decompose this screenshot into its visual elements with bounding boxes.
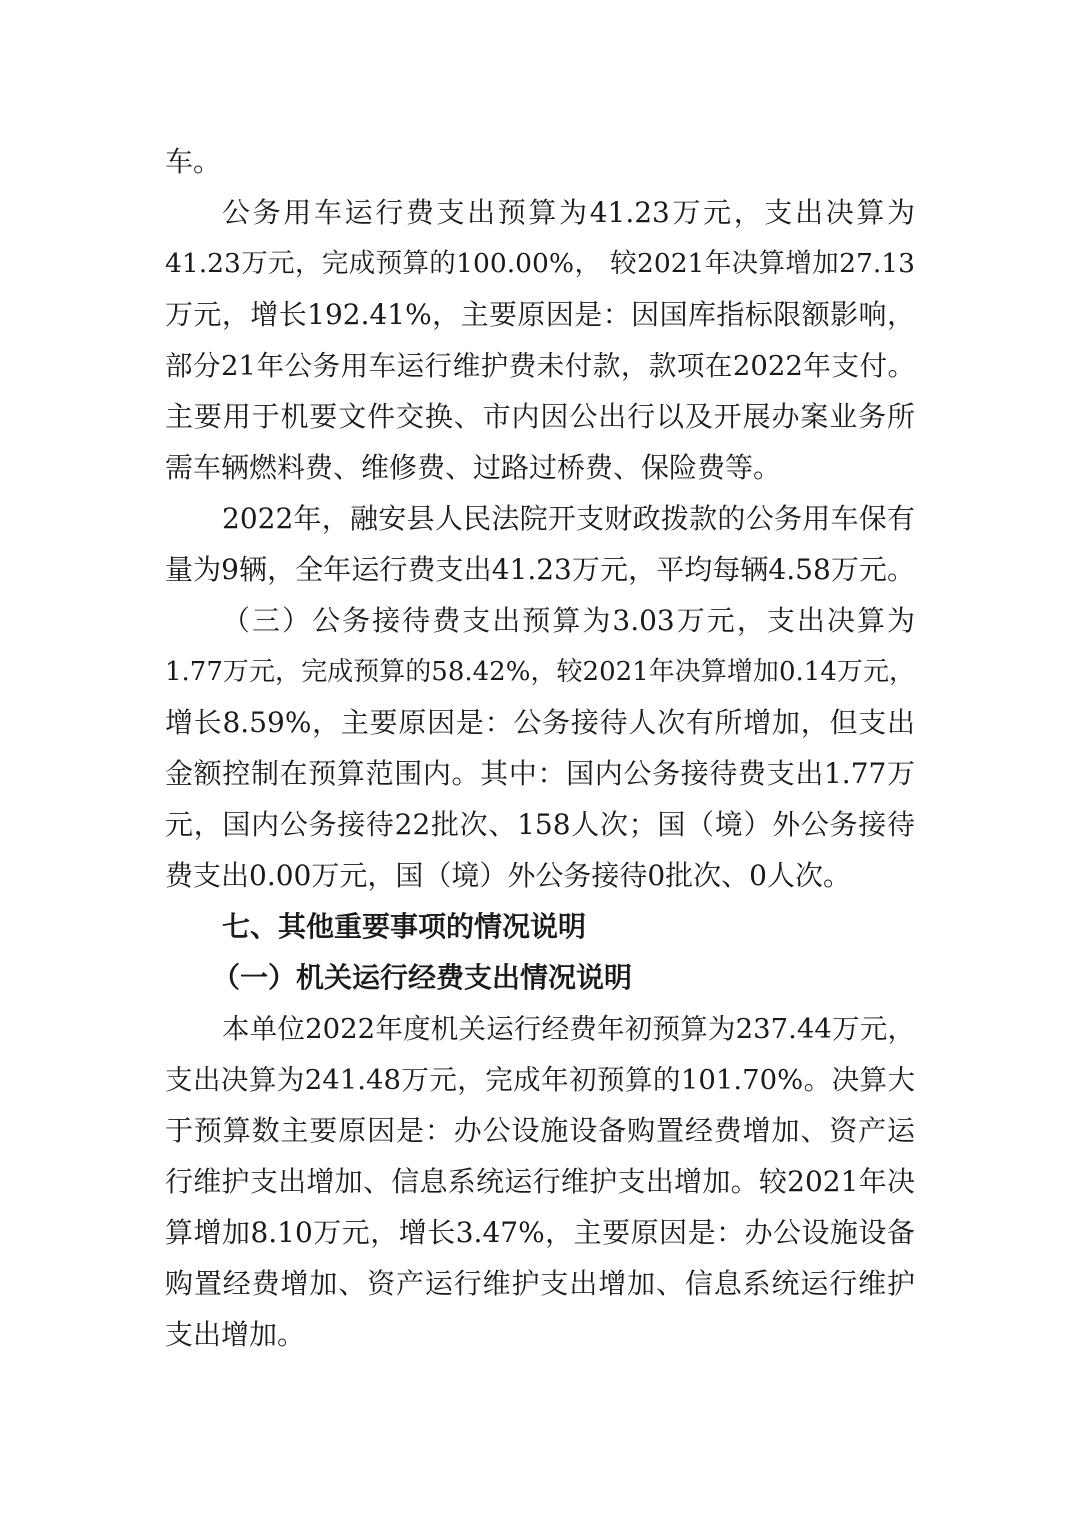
- paragraph-line: 车。: [165, 145, 222, 178]
- paragraph-line: 于预算数主要原因是：办公设施设备购置经费增加、资产运: [165, 1114, 915, 1147]
- paragraph-line: 算增加8.10万元，增长3.47%，主要原因是：办公设施设备: [165, 1216, 915, 1249]
- paragraph-line: 支出决算为241.48万元，完成年初预算的101.70%。决算大: [165, 1064, 915, 1096]
- paragraph-line: 需车辆燃料费、维修费、过路过桥费、保险费等。: [165, 451, 782, 484]
- paragraph-line: （三）公务接待费支出预算为3.03万元，支出决算为: [222, 604, 915, 637]
- paragraph-line: 41.23万元，完成预算的100.00%， 较2021年决算增加27.13: [165, 248, 915, 279]
- section-heading: 七、其他重要事项的情况说明: [222, 910, 587, 943]
- paragraph-line: 万元，增长192.41%，主要原因是：因国库指标限额影响，: [165, 298, 915, 331]
- subsection-heading: （一）机关运行经费支出情况说明: [212, 961, 633, 994]
- paragraph-line: 2022年，融安县人民法院开支财政拨款的公务用车保有: [222, 502, 915, 535]
- paragraph-line: 本单位2022年度机关运行经费年初预算为237.44万元，: [222, 1013, 915, 1045]
- paragraph-line: 增长8.59%，主要原因是：公务接待人次有所增加，但支出: [165, 706, 915, 739]
- paragraph-line: 1.77万元，完成预算的58.42%，较2021年决算增加0.14万元，: [165, 657, 915, 687]
- paragraph-line: 主要用于机要文件交换、市内因公出行以及开展办案业务所: [165, 400, 915, 433]
- paragraph-line: 公务用车运行费支出预算为41.23万元，支出决算为: [222, 196, 915, 229]
- paragraph-line: 元，国内公务接待22批次、158人次；国（境）外公务接待: [165, 808, 915, 841]
- paragraph-line: 量为9辆，全年运行费支出41.23万元，平均每辆4.58万元。: [165, 553, 915, 586]
- paragraph-line: 购置经费增加、资产运行维护支出增加、信息系统运行维护: [165, 1267, 915, 1300]
- paragraph-line: 费支出0.00万元，国（境）外公务接待0批次、0人次。: [165, 859, 851, 892]
- paragraph-line: 行维护支出增加、信息系统运行维护支出增加。较2021年决: [165, 1165, 915, 1198]
- paragraph-line: 支出增加。: [165, 1318, 306, 1351]
- paragraph-line: 金额控制在预算范围内。其中：国内公务接待费支出1.77万: [165, 757, 915, 790]
- paragraph-line: 部分21年公务用车运行维护费未付款，款项在2022年支付。: [165, 350, 915, 382]
